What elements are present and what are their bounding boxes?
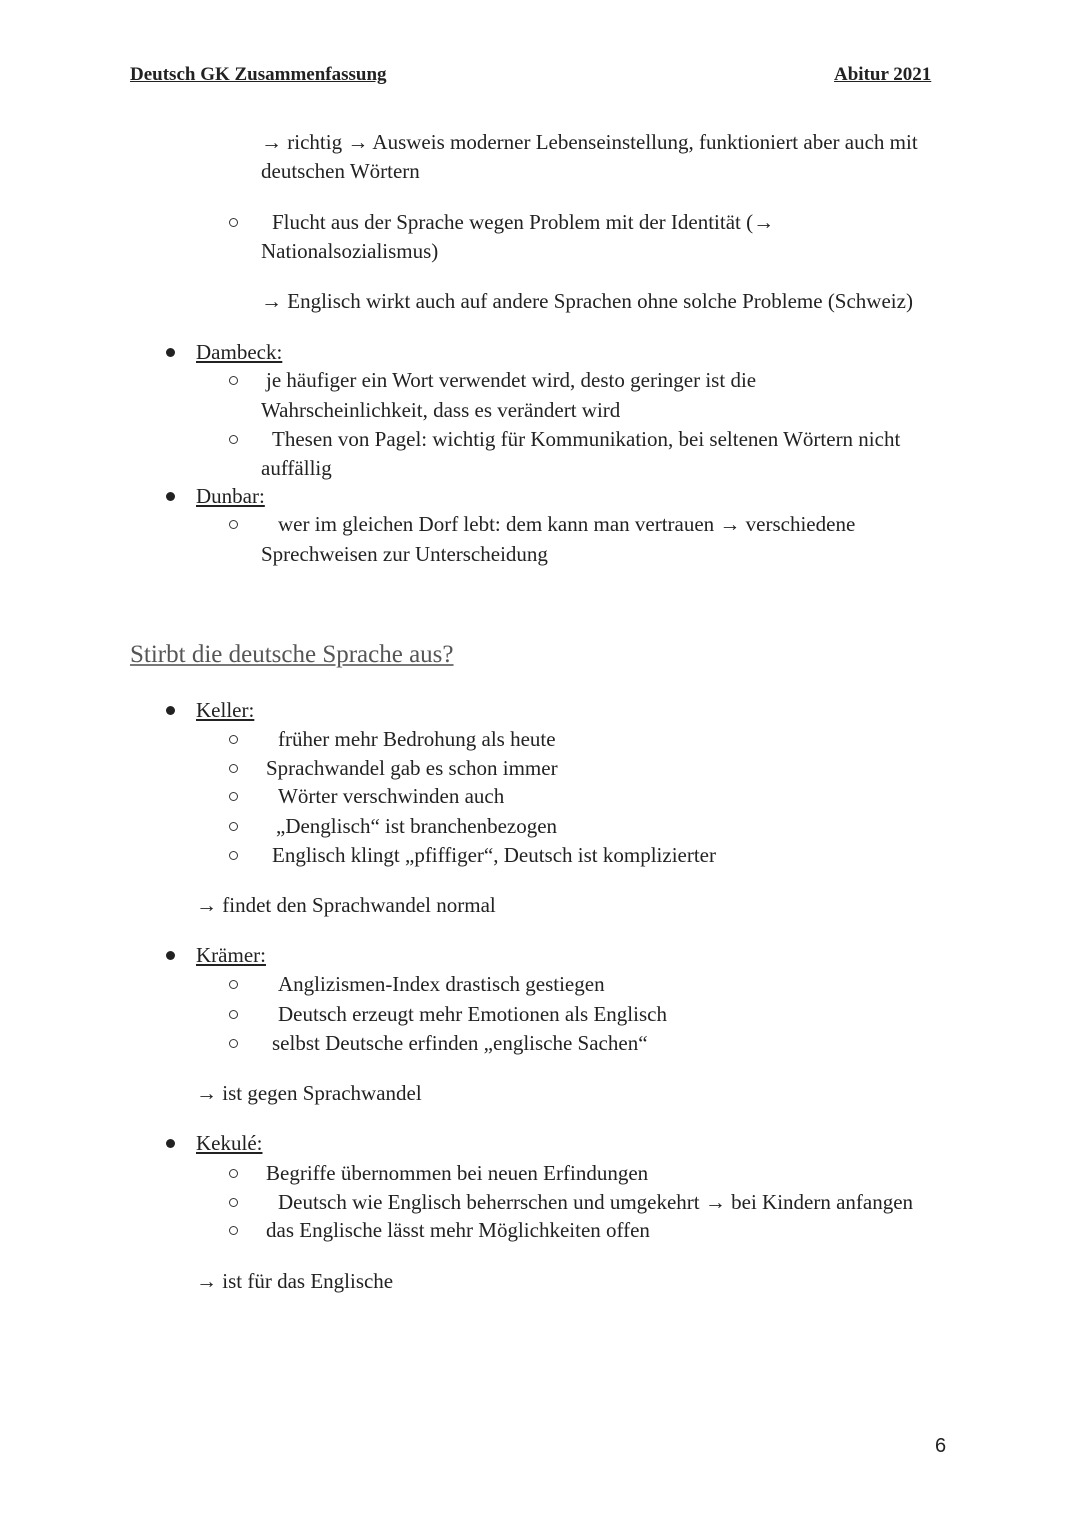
- header-title: Deutsch GK Zusammenfassung: [130, 64, 387, 85]
- sub-bullet-icon: [229, 1169, 238, 1178]
- continuation-line-2: deutschen Wörtern: [261, 159, 420, 183]
- author-dambeck: Dambeck:: [196, 340, 283, 364]
- bullet-icon: [166, 492, 175, 501]
- author-kraemer: Krämer:: [196, 943, 266, 967]
- sub-bullet-icon: [229, 376, 238, 385]
- sub-bullet-icon: [229, 1198, 238, 1207]
- keller-item: Sprachwandel gab es schon immer: [266, 756, 558, 780]
- keller-item: Englisch klingt „pfiffiger“, Deutsch ist komplizierter: [272, 843, 716, 867]
- kraemer-item: selbst Deutsche erfinden „englische Sachen“: [272, 1031, 648, 1055]
- sub-bullet-icon: [229, 1039, 238, 1048]
- dambeck-item-1-line-2: Wahrscheinlichkeit, dass es verändert wird: [261, 398, 621, 422]
- sub-bullet-icon: [229, 822, 238, 831]
- page-number: 6: [935, 1435, 947, 1457]
- bullet-icon: [166, 706, 175, 715]
- continuation-line-1: → richtig → Ausweis moderner Lebenseinstellung, funktioniert aber auch mit: [261, 130, 918, 154]
- sub-bullet-icon: [229, 435, 238, 444]
- schweiz-arrow-note: → Englisch wirkt auch auf andere Sprachen ohne solche Probleme (Schweiz): [261, 289, 913, 313]
- dambeck-item-2-line-2: auffällig: [261, 456, 332, 480]
- flucht-item-line-2: Nationalsozialismus): [261, 239, 439, 263]
- bullet-icon: [166, 1139, 175, 1148]
- bullet-icon: [166, 951, 175, 960]
- keller-item: früher mehr Bedrohung als heute: [278, 727, 556, 751]
- kekule-item: Begriffe übernommen bei neuen Erfindungen: [266, 1161, 649, 1185]
- bullet-icon: [166, 348, 175, 357]
- dunbar-item-1-line-1: wer im gleichen Dorf lebt: dem kann man vertrauen → verschiedene: [278, 512, 856, 536]
- author-kekule: Kekulé:: [196, 1131, 263, 1155]
- kekule-item: das Englische lässt mehr Möglichkeiten offen: [266, 1218, 650, 1242]
- sub-bullet-icon: [229, 792, 238, 801]
- kraemer-item: Anglizismen-Index drastisch gestiegen: [278, 972, 605, 996]
- dambeck-item-1-line-1: je häufiger ein Wort verwendet wird, desto geringer ist die: [266, 368, 757, 392]
- sub-bullet-icon: [229, 735, 238, 744]
- keller-item: „Denglisch“ ist branchenbezogen: [276, 814, 558, 838]
- author-dunbar: Dunbar:: [196, 484, 265, 508]
- kekule-conclusion: → ist für das Englische: [196, 1269, 394, 1293]
- dambeck-item-2-line-1: Thesen von Pagel: wichtig für Kommunikation, bei seltenen Wörtern nicht: [272, 427, 901, 451]
- keller-conclusion: → findet den Sprachwandel normal: [196, 893, 496, 917]
- sub-bullet-icon: [229, 764, 238, 773]
- kekule-item: Deutsch wie Englisch beherrschen und umgekehrt → bei Kindern anfangen: [278, 1190, 914, 1214]
- keller-item: Wörter verschwinden auch: [278, 784, 505, 808]
- author-keller: Keller:: [196, 698, 255, 722]
- dunbar-item-1-line-2: Sprechweisen zur Unterscheidung: [261, 542, 548, 566]
- sub-bullet-icon: [229, 1226, 238, 1235]
- flucht-item-line-1: Flucht aus der Sprache wegen Problem mit der Identität (→: [272, 210, 775, 234]
- kraemer-conclusion: → ist gegen Sprachwandel: [196, 1081, 422, 1105]
- sub-bullet-icon: [229, 851, 238, 860]
- kraemer-item: Deutsch erzeugt mehr Emotionen als Englisch: [278, 1002, 667, 1026]
- section-heading: Stirbt die deutsche Sprache aus?: [130, 641, 454, 668]
- header-exam-year: Abitur 2021: [834, 64, 932, 85]
- sub-bullet-icon: [229, 1010, 238, 1019]
- sub-bullet-icon: [229, 980, 238, 989]
- sub-bullet-icon: [229, 520, 238, 529]
- sub-bullet-icon: [229, 218, 238, 227]
